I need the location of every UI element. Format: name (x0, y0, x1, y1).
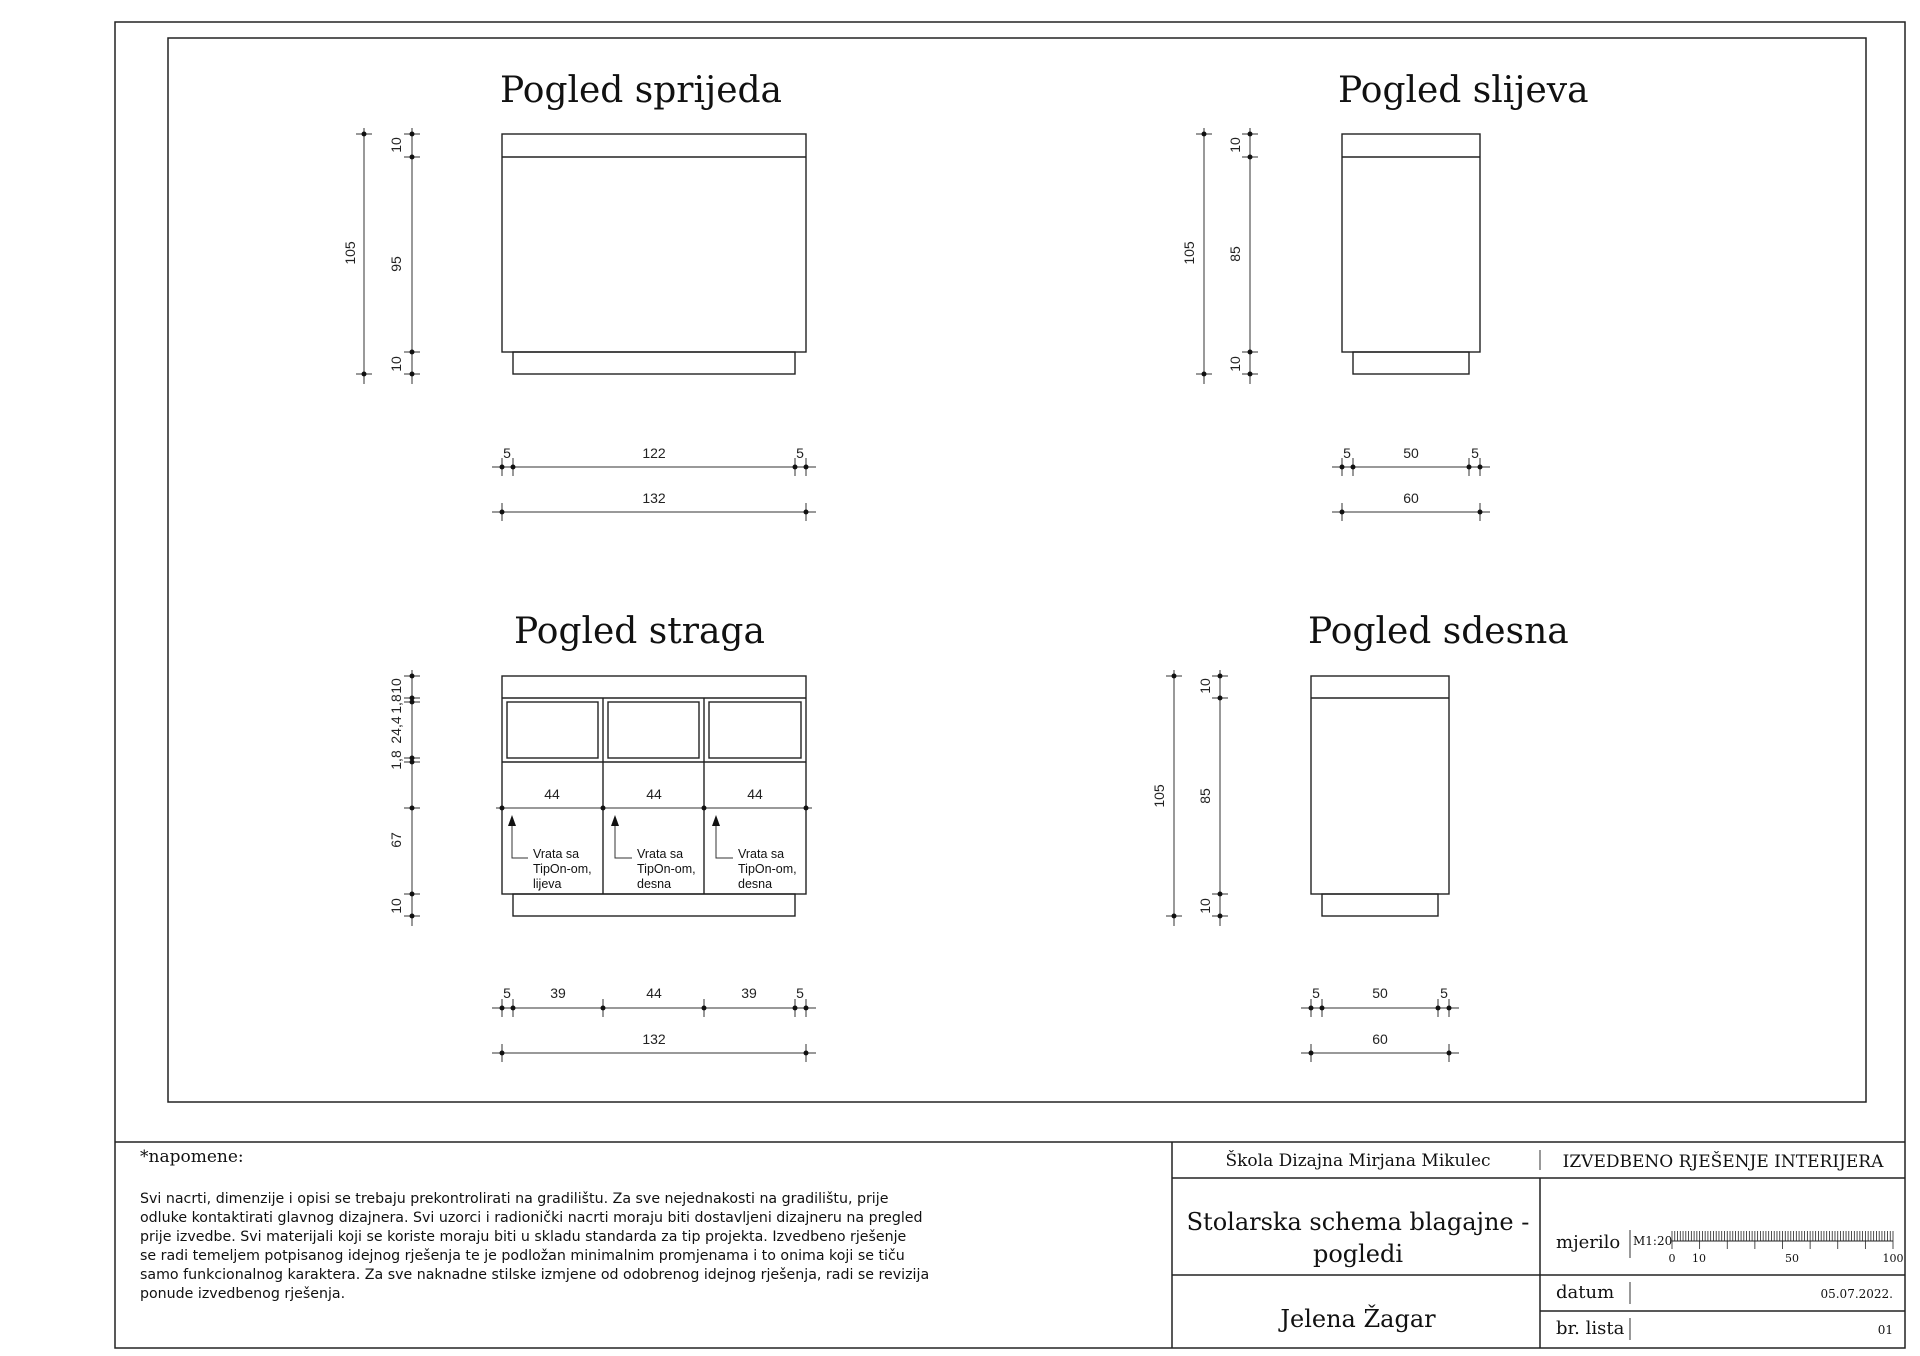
date-label: datum (1556, 1282, 1615, 1303)
date-value: 05.07.2022. (1820, 1287, 1893, 1301)
left-dim-total-height: 105 (1181, 241, 1197, 265)
right-dim-total-width: 60 (1372, 1031, 1388, 1047)
front-dim-top: 10 (388, 137, 404, 153)
back-dim-panel: 24,4 (388, 716, 404, 744)
svg-text:lijeva: lijeva (533, 877, 562, 891)
notes-line: Svi nacrti, dimenzije i opisi se trebaju prekontrolirati na gradilištu. Za sve nejednakosti na gradilištu, prije (140, 1191, 889, 1207)
svg-text:TipOn-om,: TipOn-om, (738, 862, 797, 876)
right-dim-inner-width: 50 (1372, 985, 1388, 1001)
left-dim-top: 10 (1227, 137, 1243, 153)
front-dim-side-left: 5 (503, 445, 511, 461)
door-label-3 (712, 815, 797, 891)
front-dim-middle: 95 (388, 256, 404, 272)
left-dim-middle: 85 (1227, 246, 1243, 262)
back-dim-seg-3: 39 (741, 985, 757, 1001)
notes-heading: *napomene: (140, 1147, 244, 1167)
scale-tick-10: 10 (1692, 1252, 1706, 1265)
scale-tick-100: 100 (1882, 1252, 1904, 1265)
front-cabinet-body (502, 134, 806, 352)
scale-label: mjerilo (1556, 1232, 1621, 1253)
school-name: Škola Dizajna Mirjana Mikulec (1225, 1151, 1491, 1171)
right-cabinet-body (1311, 676, 1449, 894)
left-dim-bottom: 10 (1227, 356, 1243, 372)
notes-line: odluke kontaktirati glavnog dizajnera. Svi uzorci i radionički nacrti moraju biti dostavljeni dizajneru na pregled (140, 1210, 923, 1226)
right-dim-bottom: 10 (1197, 898, 1213, 914)
sheet-outer-frame (115, 22, 1905, 1348)
scale-tick-0: 0 (1668, 1252, 1676, 1265)
back-dim-door-3: 44 (747, 786, 763, 802)
back-dim-door-2: 44 (646, 786, 662, 802)
back-dim-top-b: 10 (388, 678, 404, 694)
back-dim-side-left: 5 (503, 985, 511, 1001)
front-plinth (513, 352, 795, 374)
left-dim-side-left: 5 (1343, 445, 1351, 461)
back-view (388, 611, 816, 1062)
right-view (1151, 611, 1569, 1062)
drawing-area-frame (168, 38, 1866, 1102)
left-view-title: Pogled slijeva (1338, 70, 1589, 111)
back-dim-bottom: 10 (388, 898, 404, 914)
left-dim-side-right: 5 (1471, 445, 1479, 461)
back-dim-seg-2: 44 (646, 985, 662, 1001)
back-panel-2 (608, 702, 699, 758)
left-plinth (1353, 352, 1469, 374)
back-dim-door-1: 44 (544, 786, 560, 802)
svg-text:TipOn-om,: TipOn-om, (637, 862, 696, 876)
title-block (1172, 1142, 1905, 1348)
svg-text:Vrata sa: Vrata sa (637, 847, 684, 861)
svg-text:Vrata sa: Vrata sa (738, 847, 785, 861)
right-view-title: Pogled sdesna (1308, 611, 1569, 652)
author-name: Jelena Žagar (1280, 1305, 1436, 1333)
notes-line: se radi temeljem potpisanog idejnog rješenja te je podložan minimalnim promjenama i to onima koji se tiču (140, 1248, 905, 1264)
right-dim-top: 10 (1197, 678, 1213, 694)
project-type: IZVEDBENO RJEŠENJE INTERIJERA (1562, 1152, 1884, 1172)
drawing-title-line-2: pogledi (1312, 1240, 1404, 1268)
front-dim-total-width: 132 (642, 490, 666, 506)
sheet-value: 01 (1877, 1323, 1893, 1337)
back-panel-3 (709, 702, 801, 758)
front-dim-side-right: 5 (796, 445, 804, 461)
notes-line: ponude izvedbenog rješenja. (140, 1286, 346, 1302)
scale-tick-50: 50 (1785, 1252, 1799, 1265)
notes-line: prije izvedbe. Svi materijali koji se koriste moraju biti u skladu standarda za tip projekta. Izvedbeno rješenje (140, 1229, 907, 1245)
drawing-title-line-1: Stolarska schema blagajne - (1186, 1208, 1530, 1236)
right-plinth (1322, 894, 1438, 916)
back-plinth (513, 894, 795, 916)
svg-text:TipOn-om,: TipOn-om, (533, 862, 592, 876)
back-dim-seg-1: 39 (550, 985, 566, 1001)
svg-text:Vrata sa: Vrata sa (533, 847, 580, 861)
back-dim-side-right: 5 (796, 985, 804, 1001)
svg-text:desna: desna (637, 877, 672, 891)
front-dim-total-height: 105 (342, 241, 358, 265)
right-dim-total-height: 105 (1151, 784, 1167, 808)
notes-line: samo funkcionalnog karaktera. Za sve naknadne stilske izmjene od odobrenog idejnog rješenja, radi se revizija (140, 1267, 930, 1283)
right-dim-side-left: 5 (1312, 985, 1320, 1001)
left-cabinet-body (1342, 134, 1480, 352)
right-dim-middle: 85 (1197, 788, 1213, 804)
back-dim-sep: 1,8 (388, 750, 404, 770)
scale-value: M1:20 (1633, 1234, 1673, 1248)
left-view (1181, 70, 1589, 521)
front-view-title: Pogled sprijeda (500, 70, 783, 111)
scale-bar (1672, 1231, 1893, 1249)
sheet-label: br. lista (1556, 1318, 1625, 1339)
front-view (342, 70, 816, 521)
left-dim-inner-width: 50 (1403, 445, 1419, 461)
svg-text:desna: desna (738, 877, 773, 891)
front-dim-inner-width: 122 (642, 445, 666, 461)
notes-block (140, 1147, 929, 1302)
right-dim-side-right: 5 (1440, 985, 1448, 1001)
door-label-1 (508, 815, 592, 891)
back-panel-1 (507, 702, 598, 758)
front-dim-bottom: 10 (388, 356, 404, 372)
back-dim-top-a: 1,8 (388, 694, 404, 714)
left-dim-total-width: 60 (1403, 490, 1419, 506)
back-view-title: Pogled straga (514, 611, 765, 652)
back-dim-doors: 67 (388, 832, 404, 848)
door-label-2 (611, 815, 696, 891)
back-dim-total-width: 132 (642, 1031, 666, 1047)
